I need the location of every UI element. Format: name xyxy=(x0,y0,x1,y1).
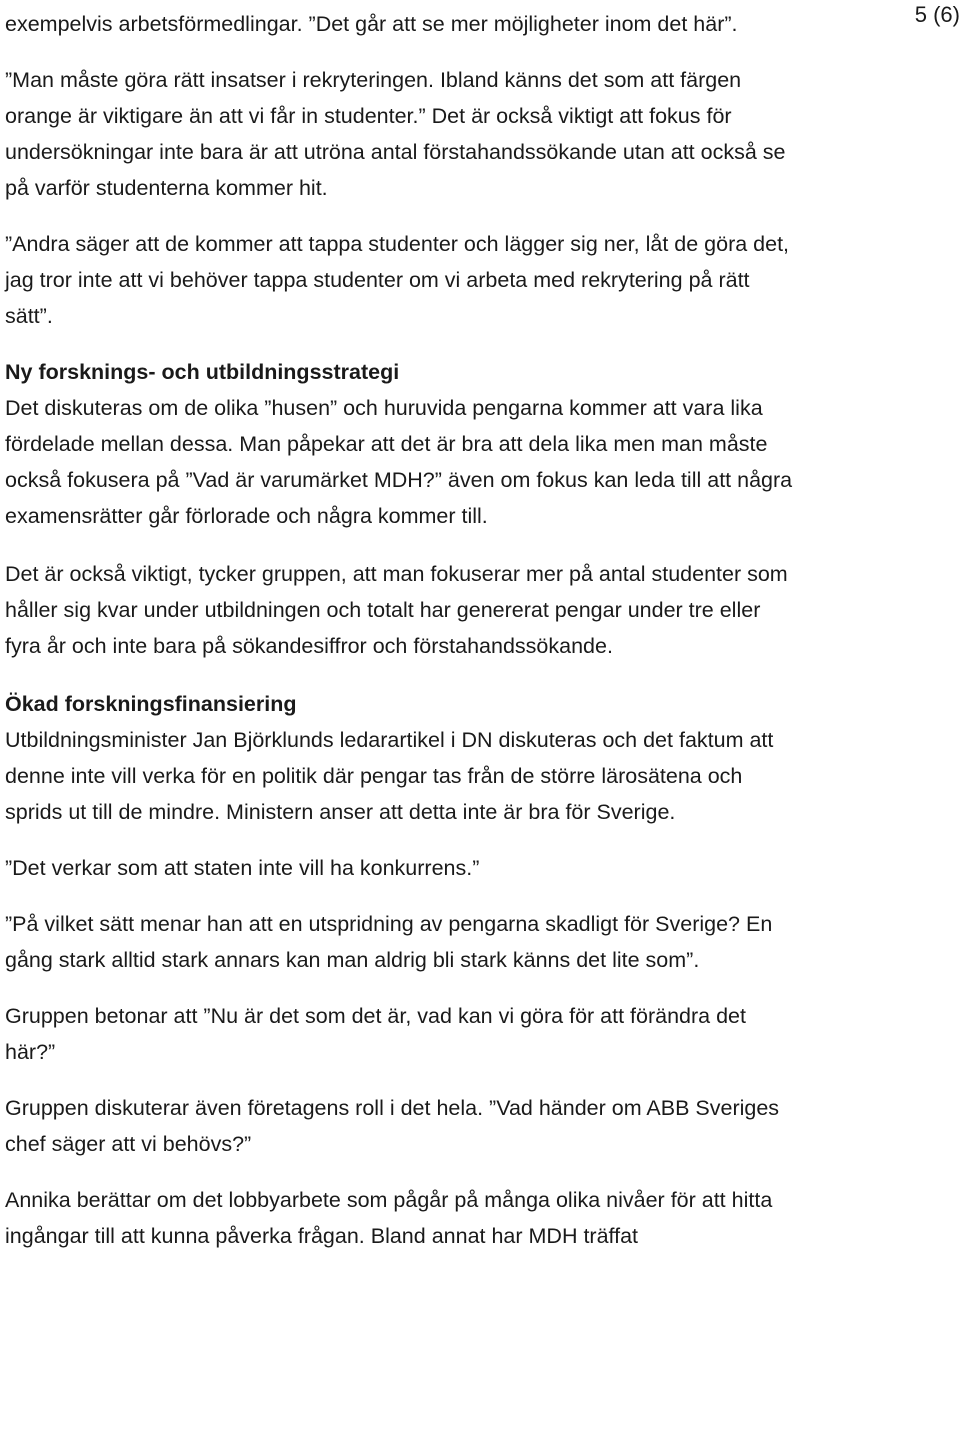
paragraph-houses: Det diskuteras om de olika ”husen” och huruvida pengarna kommer att vara lika fördelade mellan dessa. Man påpekar att det är bra att dela lika men man måste också fokusera på ”Vad är varumärket MDH?” även om fokus kan leda till att några examensrätter går förlorade och några kommer till. xyxy=(5,396,793,528)
paragraph-quote-recruitment: ”Man måste göra rätt insatser i rekryteringen. Ibland känns det som att färgen orange är viktigare än att vi får in studenter.” Det är också viktigt att fokus för undersökningar inte bara är att utröna antal förstahandssökande utan att också se på varför studenterna kommer hit. xyxy=(5,68,786,200)
paragraph-quote-spreading: ”På vilket sätt menar han att en utspridning av pengarna skadligt för Sverige? En gång stark alltid stark annars kan man aldrig bli stark känns det lite som”. xyxy=(5,912,773,972)
paragraph-lobbying: Annika berättar om det lobbyarbete som pågår på många olika nivåer för att hitta ingångar till att kunna påverka frågan. Bland annat har MDH träffat xyxy=(5,1188,773,1248)
paragraph-quote-competition: ”Det verkar som att staten inte vill ha konkurrens.” xyxy=(5,856,480,880)
page-number: 5 (6) xyxy=(914,2,960,27)
paragraph-group-emphasis: Gruppen betonar att ”Nu är det som det är, vad kan vi göra för att förändra det här?” xyxy=(5,1004,746,1064)
section-heading-strategy: Ny forsknings- och utbildningsstrategi xyxy=(5,360,400,384)
paragraph-quote-students: ”Andra säger att de kommer att tappa studenter och lägger sig ner, låt de göra det, jag tror inte att vi behöver tappa studenter om vi arbeta med rekrytering på rätt sätt”. xyxy=(5,232,790,328)
paragraph-companies: Gruppen diskuterar även företagens roll i det hela. ”Vad händer om ABB Sveriges chef säger att vi behövs?” xyxy=(5,1096,780,1156)
paragraph-retention: Det är också viktigt, tycker gruppen, att man fokuserar mer på antal studenter som håller sig kvar under utbildningen och totalt har genererat pengar under tre eller fyra år och inte bara på sökandesiffror och förstahandssökande. xyxy=(5,562,788,658)
section-heading-funding: Ökad forskningsfinansiering xyxy=(5,692,297,716)
paragraph-continuation: exempelvis arbetsförmedlingar. ”Det går att se mer möjligheter inom det här”. xyxy=(5,12,738,36)
document-body xyxy=(5,6,795,1254)
paragraph-minister: Utbildningsminister Jan Björklunds ledarartikel i DN diskuteras och det faktum att denne inte vill verka för en politik där pengar tas från de större lärosätena och sprids ut till de mindre. Ministern anser att detta inte är bra för Sverige. xyxy=(5,728,774,824)
